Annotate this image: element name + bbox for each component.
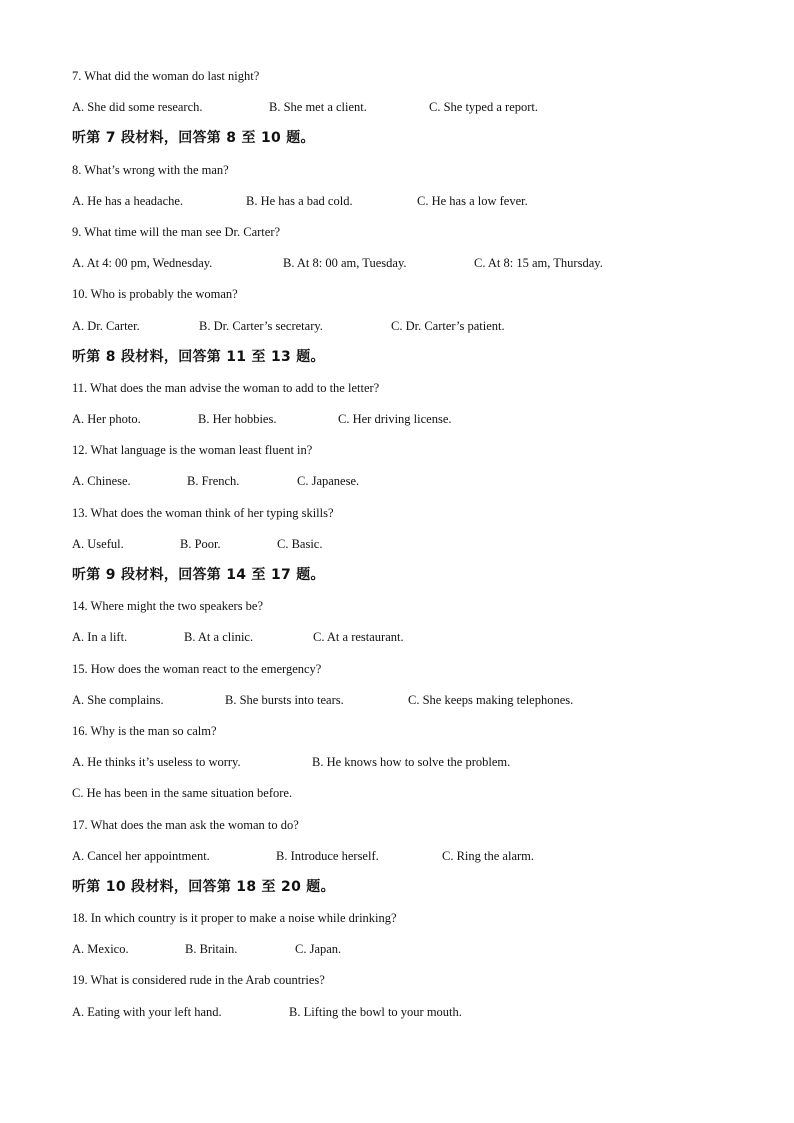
option-18b: B. Britain. xyxy=(185,942,238,957)
question-17: 17. What does the man ask the woman to do? xyxy=(72,817,299,832)
option-7c: C. She typed a report. xyxy=(429,100,539,115)
options-11 xyxy=(72,407,732,438)
options-16 xyxy=(72,750,732,781)
option-7b: B. She met a client. xyxy=(269,100,367,115)
option-11c: C. Her driving license. xyxy=(338,412,452,427)
option-17a: A. Cancel her appointment. xyxy=(72,848,210,863)
question-11: 11. What does the man advise the woman to add to the letter? xyxy=(72,380,380,395)
options-10 xyxy=(72,314,732,345)
option-9b: B. At 8: 00 am, Tuesday. xyxy=(283,256,407,271)
question-19: 19. What is considered rude in the Arab countries? xyxy=(72,973,325,988)
option-10a: A. Dr. Carter. xyxy=(72,318,140,333)
option-12a: A. Chinese. xyxy=(72,474,131,489)
section-heading-8: 听第 8 段材料，回答第 11 至 13 题。 xyxy=(72,348,325,365)
question-13: 13. What does the woman think of her typing skills? xyxy=(72,505,334,520)
question-15: 15. How does the woman react to the emergency? xyxy=(72,661,322,676)
option-13b: B. Poor. xyxy=(180,536,221,551)
question-14: 14. Where might the two speakers be? xyxy=(72,599,264,614)
option-13a: A. Useful. xyxy=(72,536,124,551)
option-14a: A. In a lift. xyxy=(72,630,128,645)
option-16a: A. He thinks it’s useless to worry. xyxy=(72,755,241,770)
option-17c: C. Ring the alarm. xyxy=(442,848,534,863)
section-heading-9: 听第 9 段材料，回答第 14 至 17 题。 xyxy=(72,567,325,583)
option-18a: A. Mexico. xyxy=(72,942,129,957)
option-14c: C. At a restaurant. xyxy=(313,630,404,645)
option-19b: B. Lifting the bowl to your mouth. xyxy=(289,1004,462,1019)
option-17b: B. Introduce herself. xyxy=(276,848,379,863)
option-16b: B. He knows how to solve the problem. xyxy=(312,755,511,770)
option-15a: A. She complains. xyxy=(72,692,164,707)
option-7a: A. She did some research. xyxy=(72,100,203,115)
option-14b: B. At a clinic. xyxy=(184,630,254,645)
option-12b: B. French. xyxy=(187,474,240,489)
option-8b: B. He has a bad cold. xyxy=(246,193,353,208)
option-8c: C. He has a low fever. xyxy=(417,193,528,208)
options-13 xyxy=(72,532,732,563)
exam-page xyxy=(72,64,732,1031)
option-16c: C. He has been in the same situation before. xyxy=(72,786,293,801)
question-7: 7. What did the woman do last night? xyxy=(72,69,260,83)
options-8 xyxy=(72,189,732,220)
option-10b: B. Dr. Carter’s secretary. xyxy=(199,318,323,333)
options-17 xyxy=(72,844,732,875)
options-19 xyxy=(72,1000,732,1031)
options-9 xyxy=(72,251,732,282)
option-13c: C. Basic. xyxy=(277,536,323,551)
option-15b: B. She bursts into tears. xyxy=(225,692,344,707)
section-heading-10: 听第 10 段材料，回答第 18 至 20 题。 xyxy=(72,878,335,895)
option-12c: C. Japanese. xyxy=(297,474,360,489)
option-11b: B. Her hobbies. xyxy=(198,412,277,427)
options-12 xyxy=(72,469,732,500)
option-9c: C. At 8: 15 am, Thursday. xyxy=(474,256,603,271)
option-18c: C. Japan. xyxy=(295,942,342,957)
options-14 xyxy=(72,625,732,656)
question-10: 10. Who is probably the woman? xyxy=(72,287,238,302)
question-18: 18. In which country is it proper to make a noise while drinking? xyxy=(72,911,397,926)
question-16: 16. Why is the man so calm? xyxy=(72,723,217,738)
option-10c: C. Dr. Carter’s patient. xyxy=(391,318,505,333)
option-9a: A. At 4: 00 pm, Wednesday. xyxy=(72,256,213,271)
section-heading-7: 听第 7 段材料，回答第 8 至 10 题。 xyxy=(72,130,315,147)
question-9: 9. What time will the man see Dr. Carter? xyxy=(72,224,281,239)
option-19a: A. Eating with your left hand. xyxy=(72,1004,222,1019)
option-11a: A. Her photo. xyxy=(72,412,141,427)
option-8a: A. He has a headache. xyxy=(72,193,184,208)
options-18 xyxy=(72,937,732,968)
question-12: 12. What language is the woman least fluent in? xyxy=(72,443,313,458)
question-8: 8. What’s wrong with the man? xyxy=(72,162,229,177)
options-15 xyxy=(72,688,732,719)
option-15c: C. She keeps making telephones. xyxy=(408,692,574,707)
options-7 xyxy=(72,95,732,126)
